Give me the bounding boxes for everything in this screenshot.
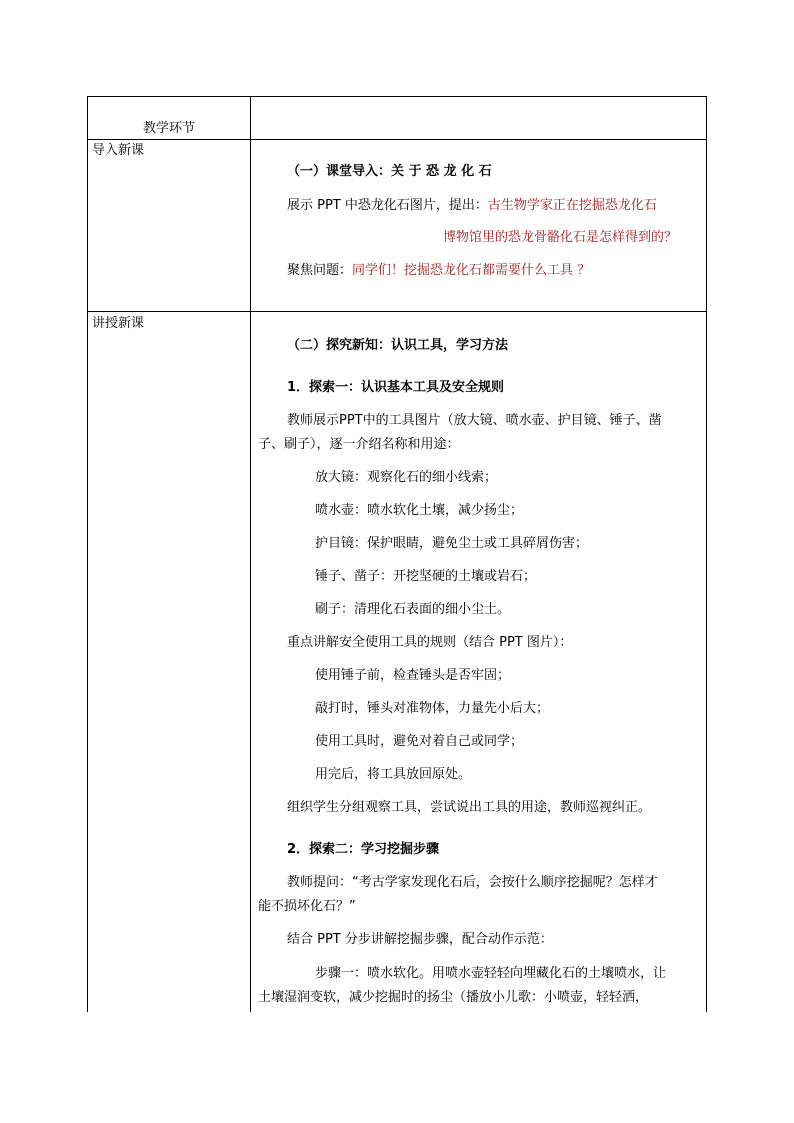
row-label-lesson: 讲授新课 — [92, 316, 145, 331]
explore1-p1b: 子、刷子），逐一介绍名称和用途： — [258, 437, 460, 452]
question-line1: 教师提问：“考古学家发现化石后，会按什么顺序挖掘呢？怎样才 — [287, 875, 658, 890]
explore1-title: 1．探索一：认识基本工具及安全规则 — [287, 380, 505, 395]
explore1-p1a: 教师展示PPT中的工具图片（放大镜、喷水壶、护目镜、锤子、凿 — [287, 413, 662, 428]
group-observation: 组织学生分组观察工具，尝试说出工具的用途，教师巡视纠正。 — [287, 800, 652, 815]
intro-line3 — [287, 263, 590, 279]
intro-line2: 博物馆里的恐龙骨骼化石是怎样得到的？ — [443, 230, 678, 245]
rule-item: 使用锤子前，检查锤头是否牢固； — [315, 668, 511, 683]
rule-item: 敲打时，锤头对准物体，力量先小后大； — [315, 701, 550, 716]
intro-line1-prefix: 展示 PPT 中恐龙化石图片，提出： — [287, 198, 488, 213]
explore2-title: 2．探索二：学习挖掘步骤 — [287, 842, 440, 857]
tool-item: 护目镜：保护眼睛，避免尘土或工具碎屑伤害； — [315, 536, 589, 551]
lesson-heading: （二）探究新知：认识工具，学习方法 — [287, 338, 509, 353]
row-divider-header — [87, 139, 707, 140]
column-divider — [250, 96, 251, 1012]
step1-line2: 土壤湿润变软，减少挖掘时的扬尘（播放小儿歌：小喷壶，轻轻洒， — [258, 990, 649, 1005]
intro-line3-red: 同学们！挖掘恐龙化石都需要什么工具 ？ — [352, 263, 591, 278]
intro-heading-text: （一）课堂导入：关 于 恐 龙 化 石 — [287, 164, 492, 179]
row-label-intro: 导入新课 — [92, 143, 145, 158]
rule-item: 使用工具时，避免对着自己或同学； — [315, 734, 524, 749]
question-line2: 能不损坏化石？” — [258, 899, 356, 914]
intro-line1-red: 古生物学家正在挖掘恐龙化石 — [487, 198, 657, 213]
tool-item: 锤子、凿子：开挖坚硬的土壤或岩石； — [315, 569, 537, 584]
intro-heading — [287, 164, 492, 180]
intro-line1 — [287, 198, 657, 214]
step1-line1: 步骤一：喷水软化。用喷水壶轻轻向埋藏化石的土壤喷水，让 — [315, 966, 667, 981]
tool-item: 刷子：清理化石表面的细小尘土。 — [315, 602, 511, 617]
intro-line3-prefix: 聚焦问题： — [287, 263, 353, 278]
header-col1: 教学环节 — [143, 121, 196, 136]
rule-item: 用完后，将工具放回原处。 — [315, 767, 472, 782]
row-divider-intro — [87, 311, 707, 312]
tool-item: 放大镜：观察化石的细小线索； — [315, 470, 498, 485]
steps-intro: 结合 PPT 分步讲解挖掘步骤，配合动作示范： — [287, 932, 553, 947]
rules-intro: 重点讲解安全使用工具的规则（结合 PPT 图片）： — [287, 635, 573, 650]
tool-item: 喷水壶：喷水软化土壤，减少扬尘； — [315, 503, 524, 518]
